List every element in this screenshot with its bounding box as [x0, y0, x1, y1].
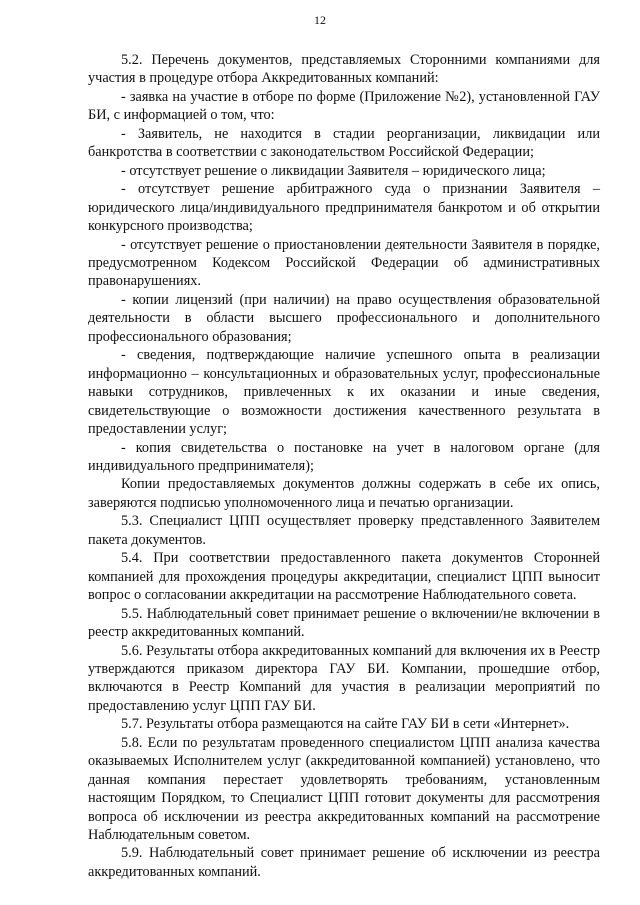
paragraph-copies: Копии предоставляемых документов должны содержать в себе их опись, заверяются подписью уполномоченного лица и печатью организации.: [88, 476, 600, 511]
list-item-no-reorganization: - Заявитель, не находится в стадии реорганизации, ликвидации или банкротства в соответствии с законодательством Российской Федерации;: [88, 125, 600, 161]
paragraph-5-7: 5.7. Результаты отбора размещаются на сайте ГАУ БИ в сети «Интернет».: [121, 716, 570, 733]
list-item-no-suspension: - отсутствует решение о приостановлении деятельности Заявителя в порядке, предусмотренном Кодексом Российской Федерации об административных правонарушениях.: [88, 236, 600, 290]
list-item-no-liquidation: - отсутствует решение о ликвидации Заявителя – юридического лица;: [121, 162, 546, 179]
paragraph-5-5: 5.5. Наблюдательный совет принимает решение о включении/не включении в реестр аккредитованных компаний.: [88, 605, 600, 641]
paragraph-5-2: 5.2. Перечень документов, представляемых Сторонними компаниями для участия в процедуре отбора Аккредитованных компаний:: [88, 52, 600, 87]
page-number: 12: [314, 13, 326, 27]
list-item-licenses: - копии лицензий (при наличии) на право осуществления образовательной деятельности в области высшего профессионального и дополнительного профессионального образования;: [88, 291, 600, 345]
list-item-tax-certificate: - копия свидетельства о постановке на учет в налоговом органе (для индивидуального предпринимателя);: [88, 439, 600, 474]
paragraph-5-6: 5.6. Результаты отбора аккредитованных компаний для включения их в Реестр утверждаются приказом директора ГАУ БИ. Компании, прошедшие отбор, включаются в Реестр Компаний для участия в реализации мероприятий по предоставлению услуг ЦПП ГАУ БИ.: [88, 642, 600, 714]
paragraph-5-3: 5.3. Специалист ЦПП осуществляет проверку представленного Заявителем пакета документов.: [88, 513, 600, 548]
document-body: [88, 51, 600, 881]
list-item-application: - заявка на участие в отборе по форме (Приложение №2), установленной ГАУ БИ, с информацией о том, что:: [88, 88, 600, 124]
list-item-experience: - сведения, подтверждающие наличие успешного опыта в реализации информационно – консультационных и образовательных услуг, профессиональные навыки сотрудников, привлеченных к их оказании и иные сведения, свидетельствующие о возможности достижения качественного результата в предоставлении услуг;: [88, 347, 600, 438]
list-item-no-bankruptcy: - отсутствует решение арбитражного суда о признании Заявителя – юридического лица/индивидуального предпринимателя банкротом и об открытии конкурсного производства;: [88, 181, 600, 235]
paragraph-5-9: 5.9. Наблюдательный совет принимает решение об исключении из реестра аккредитованных компаний.: [88, 845, 600, 880]
paragraph-5-8: 5.8. Если по результатам проведенного специалистом ЦПП анализа качества оказываемых Исполнителем услуг (аккредитованной компанией) установлено, что данная компания перестает удовлетворять требованиям, установленным настоящим Порядком, то Специалист ЦПП готовит документы для рассмотрения вопроса об исключении из реестра аккредитованных компаний на рассмотрение Наблюдательным советом.: [88, 734, 600, 844]
paragraph-5-4: 5.4. При соответствии предоставленного пакета документов Сторонней компанией для прохождения процедуры аккредитации, специалист ЦПП выносит вопрос о согласовании аккредитации на рассмотрение Наблюдательного совета.: [88, 550, 600, 604]
